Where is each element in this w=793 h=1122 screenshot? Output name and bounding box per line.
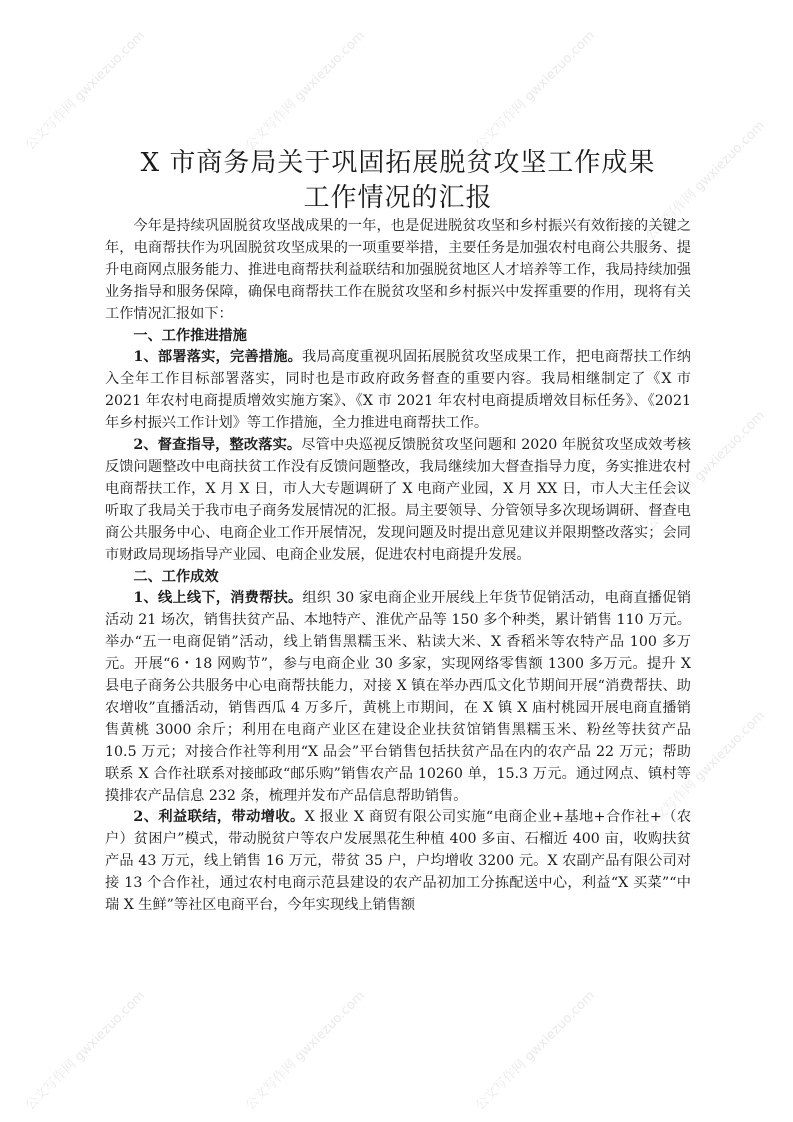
section-heading-1: 一、工作推进措施 xyxy=(133,327,247,344)
paragraph-2-2 xyxy=(105,807,691,917)
watermark: 公文写作网 gwxiezuo.com xyxy=(22,988,148,1114)
document-page xyxy=(105,146,691,917)
paragraph-body: 组织 30 家电商企业开展线上年货节促销活动，电商直播促销活动 21 场次，销售扶贫产品、本地特产、淮优产品等 150 多个种类，累计销售 110 万元。举办“五一电商促销”活动，线上销售黑糯玉米、粘读大米、X 香稻米等农特产品 100 多万元。开展“6・18 网购节”，参与电商企业 30 多家，实现网络零售额 1300 多万元。提升 X 县电子商务公共服务中心电商帮扶能力，对接 X 镇在举办西瓜文化节期间开展“消费帮扶、助农增收”直播活动，销售西瓜 4 万多斤，黄桃上市期间，在 X 镇 X 庙村桃园开展电商直播销售黄桃 3000 余斤；利用在电商产业区在建设企业扶贫馆销售黑糯玉米、粉丝等扶贫产品 10.5 万元；对接合作社等利用“X 品会”平台销售包括扶贫产品在内的农产品 22 万元；帮助联系 X 合作社联系对接邮政“邮乐购”销售农产品 10260 单，15.3 万元。通过网点、镇村等摸排农产品信息 232 条，梳理并发布产品信息帮助销售。 xyxy=(105,590,692,804)
watermark: 公文写作网 gwxiezuo.com xyxy=(472,28,598,154)
paragraph-2-1 xyxy=(105,588,691,807)
watermark: 公文写作网 gwxiezuo.com xyxy=(22,28,148,154)
paragraph-lead: 2、督查指导，整改落实。 xyxy=(133,437,302,454)
paragraph-lead: 2、利益联结，带动增收。 xyxy=(133,809,305,826)
watermark: 公文写作网 gwxiezuo.com xyxy=(642,408,768,534)
watermark: 公文写作网 gwxiezuo.com xyxy=(242,28,368,154)
document-title xyxy=(105,146,691,216)
paragraph-1-2 xyxy=(105,435,691,566)
paragraph-body: 我局高度重视巩固拓展脱贫攻坚成果工作，把电商帮扶工作纳入全年工作目标部署落实，同时也是市政府政务督查的重要内容。我局相继制定了《X 市 2021 年农村电商提质增效实施方案》、《X 市 2021 年农村电商提质增效目标任务》、《2021 年乡村振兴工作计划》等工作措施，全力推进电商帮扶工作。 xyxy=(105,349,691,432)
paragraph-1-1 xyxy=(105,347,691,435)
title-line-2: 工作情况的汇报 xyxy=(303,183,493,213)
watermark: 公文写作网 gwxiezuo.com xyxy=(642,708,768,834)
title-line-1: X 市商务局关于巩固拓展脱贫攻坚工作成果 xyxy=(140,148,656,178)
watermark: 公文写作网 gwxiezuo.com xyxy=(472,988,598,1114)
paragraph-body: 尽管中央巡视反馈脱贫攻坚问题和 2020 年脱贫攻坚成效考核反馈问题整改中电商扶贫工作没有反馈问题整改，我局继续加大督查指导力度，务实推进农村电商帮扶工作，X 月 X 日，市人大专题调研了 X 电商产业园，X 月 XX 日，市人大主任会议听取了我局关于我市电子商务发展情况的汇报。局主要领导、分管领导多次现场调研、督查电商公共服务中心、电商企业工作开展情况，发现问题及时提出意见建议并限期整改落实；会同市财政局现场指导产业园、电商企业发展，促进农村电商提升发展。 xyxy=(105,437,691,563)
section-heading-2: 二、工作成效 xyxy=(133,568,219,585)
paragraph-body: X 报业 X 商贸有限公司实施“电商企业+基地+合作社+（农户）贫困户”模式，带动脱贫户等农户发展黑花生种植 400 多亩、石榴近 400 亩，收购扶贫产品 43 万元，线上销售 16 万元，带贫 35 户，户均增收 3200 元。X 农副产品有限公司对接 13 个合作社，通过农村电商示范县建设的农产品初加工分拣配送中心，利益“X 买菜”“中瑞 X 生鲜”等社区电商平台，今年实现线上销售额 xyxy=(105,809,692,914)
paragraph-lead: 1、部署落实，完善措施。 xyxy=(133,349,303,366)
paragraph-lead: 1、线上线下，消费帮扶。 xyxy=(133,590,303,607)
watermark: 公文写作网 gwxiezuo.com xyxy=(242,988,368,1114)
watermark: 公文写作网 gwxiezuo.com xyxy=(642,118,768,244)
intro-paragraph: 今年是持续巩固脱贫攻坚战成果的一年，也是促进脱贫攻坚和乡村振兴有效衔接的关键之年，电商帮扶作为巩固脱贫攻坚成果的一项重要举措，主要任务是加强农村电商公共服务、提升电商网点服务能力、推进电商帮扶利益联结和加强脱贫地区人才培养等工作，我局持续加强业务指导和服务保障，确保电商帮扶工作在脱贫攻坚和乡村振兴中发挥重要的作用，现将有关工作情况汇报如下： xyxy=(105,218,691,322)
